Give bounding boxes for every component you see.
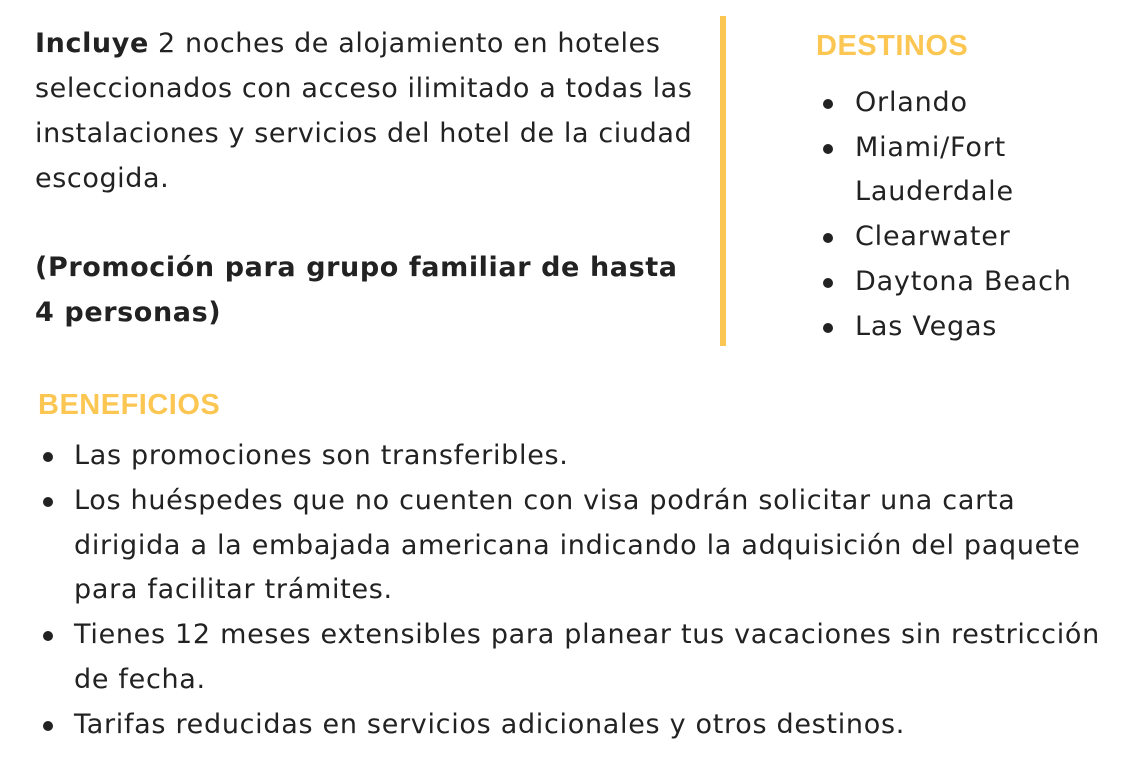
destinos-list [816,81,1136,349]
beneficio-item [38,703,1128,748]
beneficio-text: Los huéspedes que no cuenten con visa podrán solicitar una carta dirigida a la embajada americana indicando la adquisición del paquete para facilitar trámites. [74,484,1081,606]
destino-item [816,215,1136,260]
bullet-icon [823,99,833,109]
beneficios-title: BENEFICIOS [38,389,221,421]
vertical-divider [720,16,726,346]
destino-label: Miami/Fort Lauderdale [855,131,1014,208]
bullet-icon [43,497,53,507]
destinos-title: DESTINOS [816,30,969,62]
beneficio-text: Tarifas reducidas en servicios adicionales y otros destinos. [74,708,905,740]
beneficio-item [38,613,1128,703]
destino-item [816,260,1136,305]
bullet-icon [823,144,833,154]
destinos-section [816,26,1136,349]
destino-item [816,305,1136,350]
destino-label: Orlando [855,87,968,118]
intro-text [35,21,695,201]
beneficio-text: Tienes 12 meses extensibles para planear tus vacaciones sin restricción de fecha. [74,619,1100,695]
bullet-icon [43,721,53,731]
intro-bold-label: Incluye [35,28,149,59]
bullet-icon [43,452,53,462]
destino-item [816,126,1136,215]
destino-item [816,81,1136,126]
beneficio-text: Las promociones son transferibles. [74,440,569,471]
bullet-icon [43,631,53,641]
bullet-icon [823,323,833,333]
beneficios-section [38,385,1128,748]
beneficio-item [38,434,1128,479]
bullet-icon [823,233,833,243]
bullet-icon [823,278,833,288]
destino-label: Las Vegas [855,310,998,342]
promo-note: (Promoción para grupo familiar de hasta 4 personas) [35,252,678,328]
destino-label: Clearwater [855,221,1011,253]
beneficios-list [38,434,1128,748]
intro-paragraph [35,21,695,201]
beneficio-item [38,479,1128,613]
intro-body-text: 2 noches de alojamiento en hoteles seleccionados con acceso ilimitado a todas las instalaciones y servicios del hotel de la ciudad escogida. [35,28,693,194]
destino-label: Daytona Beach [855,265,1072,297]
